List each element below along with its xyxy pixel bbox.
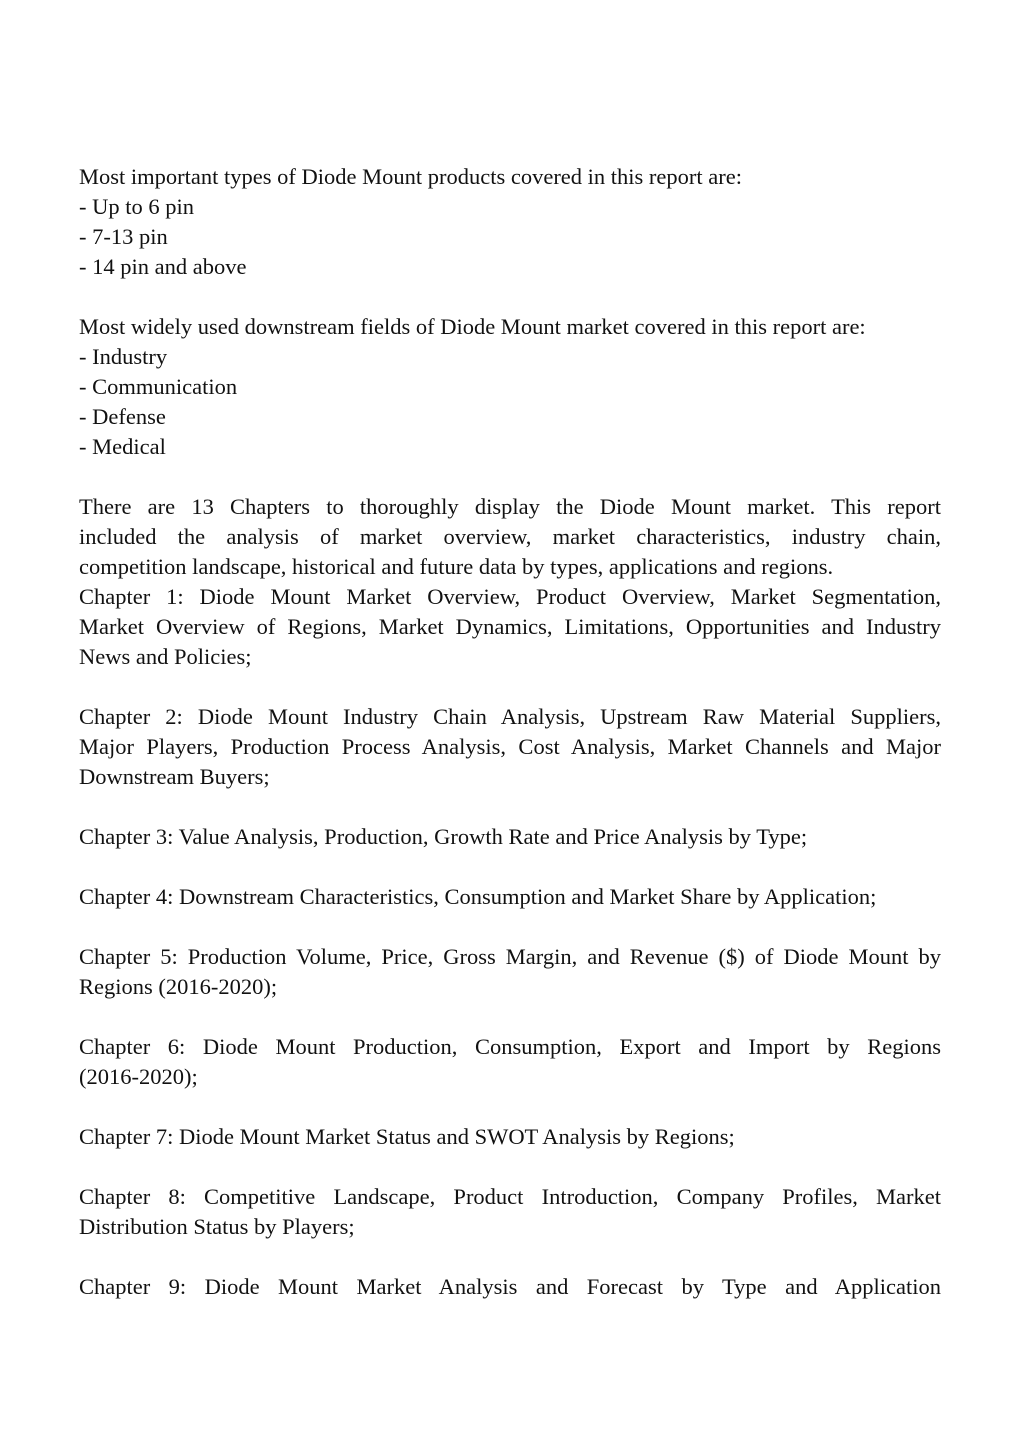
- list-item-field: - Defense: [79, 404, 166, 429]
- types-intro: Most important types of Diode Mount products covered in this report are:: [79, 164, 742, 189]
- chapter-4-line: Chapter 4: Downstream Characteristics, Consumption and Market Share by Application;: [79, 884, 877, 909]
- chapter-5-line: Regions (2016-2020);: [79, 974, 278, 999]
- chapter-2-line: Major Players, Production Process Analysis, Cost Analysis, Market Channels and Major: [79, 734, 941, 759]
- chapter-1-line: News and Policies;: [79, 644, 252, 669]
- chapter-2-line: Downstream Buyers;: [79, 764, 270, 789]
- chapter-3-line: Chapter 3: Value Analysis, Production, Growth Rate and Price Analysis by Type;: [79, 824, 808, 849]
- fields-intro: Most widely used downstream fields of Diode Mount market covered in this report are:: [79, 314, 866, 339]
- overview-line: competition landscape, historical and future data by types, applications and regions.: [79, 554, 834, 579]
- list-item-type: - 14 pin and above: [79, 254, 247, 279]
- list-item-type: - Up to 6 pin: [79, 194, 194, 219]
- list-item-field: - Communication: [79, 374, 238, 399]
- chapter-9-line: Chapter 9: Diode Mount Market Analysis and Forecast by Type and Application: [79, 1274, 941, 1299]
- chapter-2-line: Chapter 2: Diode Mount Industry Chain Analysis, Upstream Raw Material Suppliers,: [79, 704, 941, 729]
- list-item-field: - Industry: [79, 344, 168, 369]
- chapter-1-line: Chapter 1: Diode Mount Market Overview, Product Overview, Market Segmentation,: [79, 584, 941, 609]
- overview-line: There are 13 Chapters to thoroughly display the Diode Mount market. This report: [79, 494, 941, 519]
- chapter-7-line: Chapter 7: Diode Mount Market Status and SWOT Analysis by Regions;: [79, 1124, 735, 1149]
- chapter-5-line: Chapter 5: Production Volume, Price, Gross Margin, and Revenue ($) of Diode Mount by: [79, 944, 941, 969]
- list-item-type: - 7-13 pin: [79, 224, 168, 249]
- list-item-field: - Medical: [79, 434, 166, 459]
- chapter-1-line: Market Overview of Regions, Market Dynamics, Limitations, Opportunities and Industry: [79, 614, 941, 639]
- chapter-8-line: Chapter 8: Competitive Landscape, Product Introduction, Company Profiles, Market: [79, 1184, 941, 1209]
- chapter-6-line: Chapter 6: Diode Mount Production, Consumption, Export and Import by Regions: [79, 1034, 941, 1059]
- document-body: [79, 162, 941, 1302]
- overview-line: included the analysis of market overview, market characteristics, industry chain,: [79, 524, 941, 549]
- chapter-6-line: (2016-2020);: [79, 1064, 198, 1089]
- chapter-8-line: Distribution Status by Players;: [79, 1214, 355, 1239]
